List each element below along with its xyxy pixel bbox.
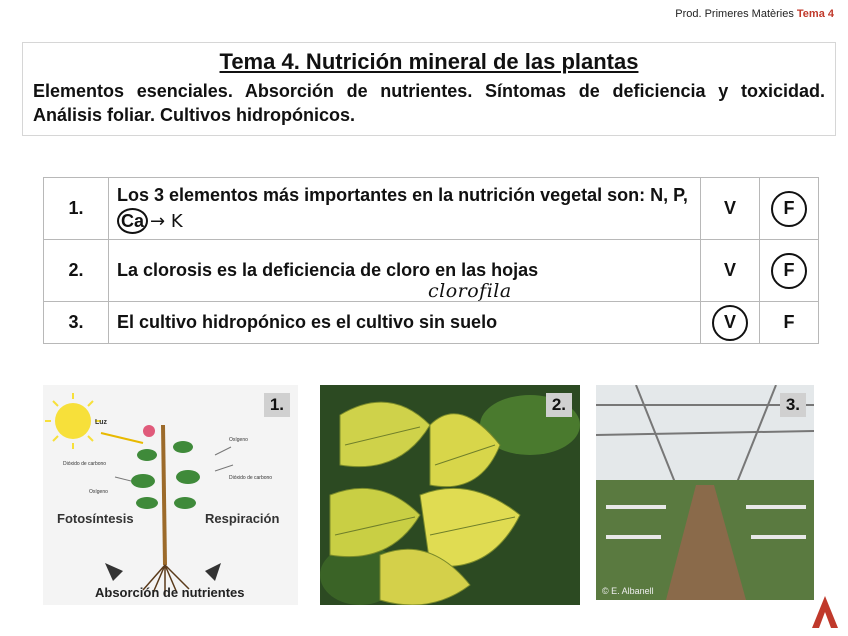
option-false[interactable]: F — [760, 302, 819, 344]
leaf — [131, 474, 155, 488]
leaf — [137, 449, 157, 461]
option-false[interactable] — [760, 240, 819, 302]
arrow — [215, 447, 231, 455]
handwritten-correction: → K — [150, 211, 183, 232]
option-false[interactable] — [760, 178, 819, 240]
image-badge: 1. — [264, 393, 290, 417]
row-number: 2. — [44, 240, 109, 302]
label-co2-right: Dióxido de carbono — [229, 475, 273, 481]
plant-diagram-image — [43, 385, 298, 605]
table-row — [44, 302, 819, 344]
sun-icon — [55, 403, 91, 439]
table-row — [44, 178, 819, 240]
arrow — [115, 477, 131, 481]
leaf — [174, 497, 196, 509]
flower-icon — [143, 425, 155, 437]
institution-logo-icon — [810, 594, 840, 628]
photo-credit: © E. Albanell — [602, 586, 654, 596]
leaf-photo — [320, 385, 580, 605]
leaf — [176, 470, 200, 484]
statement: La clorosis es la deficiencia de cloro en las hojas — [109, 240, 701, 302]
page-subtitle: Elementos esenciales. Absorción de nutrientes. Síntomas de deficiencia y toxicidad. Análisis foliar. Cultivos hidropónicos. — [33, 81, 825, 125]
leaf — [136, 497, 158, 509]
label-absorcion: Absorción de nutrientes — [95, 585, 245, 600]
chlorosis-leaf-image — [320, 385, 580, 605]
arrow — [215, 465, 233, 471]
label-o2-left: Oxígeno — [89, 489, 108, 495]
label-co2-left: Dióxido de carbono — [63, 461, 107, 467]
left-arrow-icon — [105, 563, 123, 581]
label-respiracion: Respiración — [205, 511, 280, 526]
circled-answer: V — [712, 305, 748, 341]
statement — [109, 178, 701, 240]
right-arrow-icon — [205, 563, 221, 581]
image-badge: 2. — [546, 393, 572, 417]
image-badge: 3. — [780, 393, 806, 417]
option-true[interactable]: V — [701, 178, 760, 240]
light-arrow — [101, 433, 143, 443]
topic-label: Tema 4 — [796, 8, 834, 20]
circled-answer: F — [771, 191, 807, 227]
circled-word: Ca — [117, 208, 148, 234]
page-title: Tema 4. Nutrición mineral de las plantas — [219, 49, 639, 74]
leaf — [173, 441, 193, 453]
statement-text: Los 3 elementos más importantes en la nutrición vegetal son: N, P, — [117, 185, 688, 205]
stem — [163, 425, 165, 565]
label-o2-right: Oxígeno — [229, 437, 248, 443]
course-note — [675, 8, 834, 20]
true-false-table — [43, 177, 819, 344]
circled-answer: F — [771, 253, 807, 289]
label-fotosintesis: Fotosíntesis — [57, 511, 134, 526]
handwritten-note: clorofila — [428, 280, 512, 302]
row-number: 1. — [44, 178, 109, 240]
greenhouse-photo — [596, 385, 814, 600]
option-true[interactable]: V — [701, 240, 760, 302]
row-number: 3. — [44, 302, 109, 344]
statement: El cultivo hidropónico es el cultivo sin suelo — [109, 302, 701, 344]
label-luz: Luz — [95, 419, 108, 426]
course-name: Prod. Primeres Matèries — [675, 8, 794, 20]
option-true[interactable] — [701, 302, 760, 344]
hydroponic-greenhouse-image — [596, 385, 814, 600]
plant-illustration — [43, 385, 298, 605]
header-box — [22, 42, 836, 136]
